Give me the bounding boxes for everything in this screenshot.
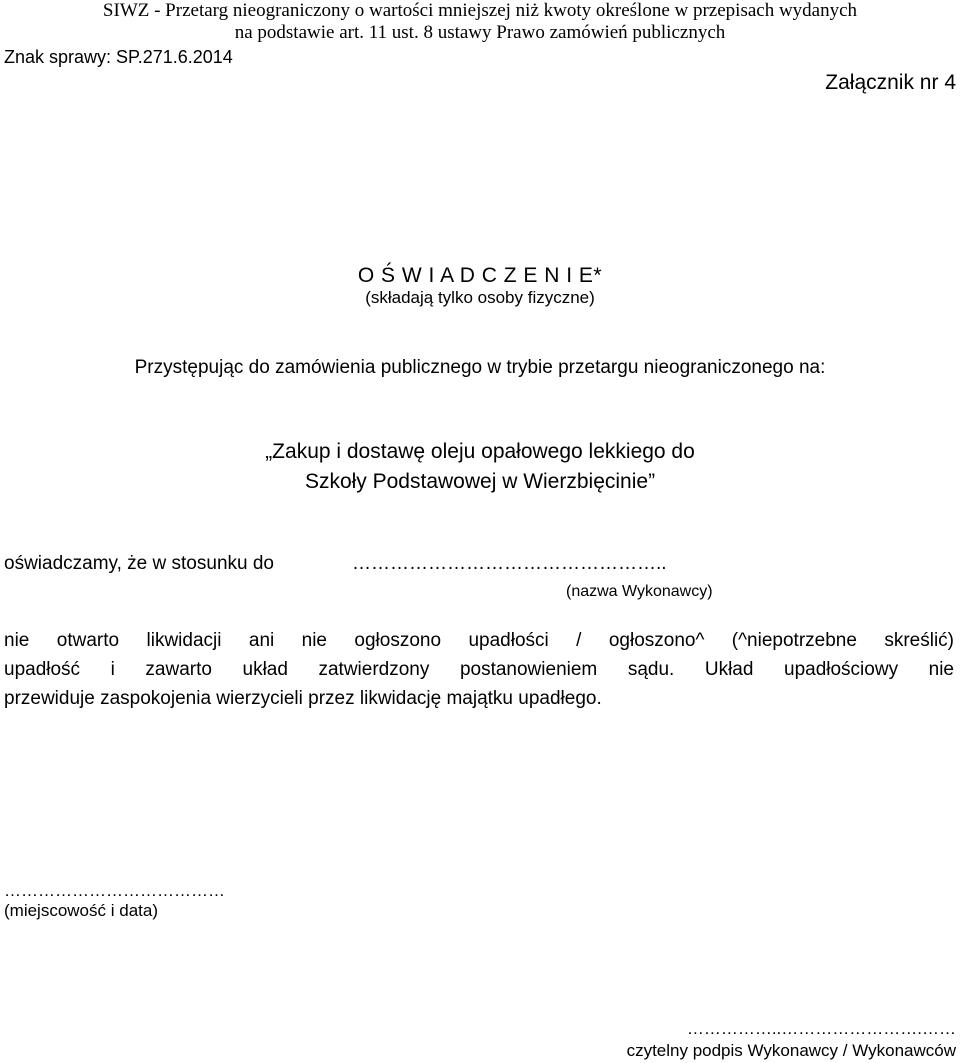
statement-intro: Przystępując do zamówienia publicznego w trybie przetargu nieograniczonego na: [134,357,826,378]
signature-caption: czytelny podpis Wykonawcy / Wykonawców [626,1041,956,1060]
case-number: Znak sprawy: SP.271.6.2014 [4,47,233,67]
declaration-body-line-2: upadłość i zawarto układ zatwierdzony postanowieniem sądu. Układ upadłościowy nie [4,659,954,680]
statement-subtitle: (składają tylko osoby fizyczne) [365,288,595,307]
declaration-body-line-3: przewiduje zaspokojenia wierzycieli przez likwidację majątku upadłego. [4,688,602,709]
declaration-prefix: oświadczamy, że w stosunku do [4,553,274,574]
declaration-body [4,626,954,713]
annex-label: Załącznik nr 4 [825,71,956,94]
header-line-1: SIWZ - Przetarg nieograniczony o wartości mniejszej niż kwoty określone w przepisach wydanych [102,0,858,21]
procurement-subject-line-2: Szkoły Podstawowej w Wierzbięcinie” [304,470,656,493]
place-date-caption: (miejscowość i data) [4,901,158,920]
declaration-body-line-1: nie otwarto likwidacji ani nie ogłoszono upadłości / ogłoszono^ (^niepotrzebne skreślić) [4,630,954,651]
contractor-name-caption: (nazwa Wykonawcy) [566,583,713,600]
place-date-field: ………………………………… [4,881,225,900]
procurement-subject-line-1: „Zakup i dostawę oleju opałowego lekkiego do [265,440,695,463]
statement-title: O Ś W I A D C Z E N I E* [357,264,603,287]
contractor-name-field: ………………………………………….. [352,553,667,574]
header-line-2: na podstawie art. 11 ust. 8 ustawy Prawo zamówień publicznych [234,22,726,43]
signature-field: ……………..…………………….…… [686,1019,956,1038]
